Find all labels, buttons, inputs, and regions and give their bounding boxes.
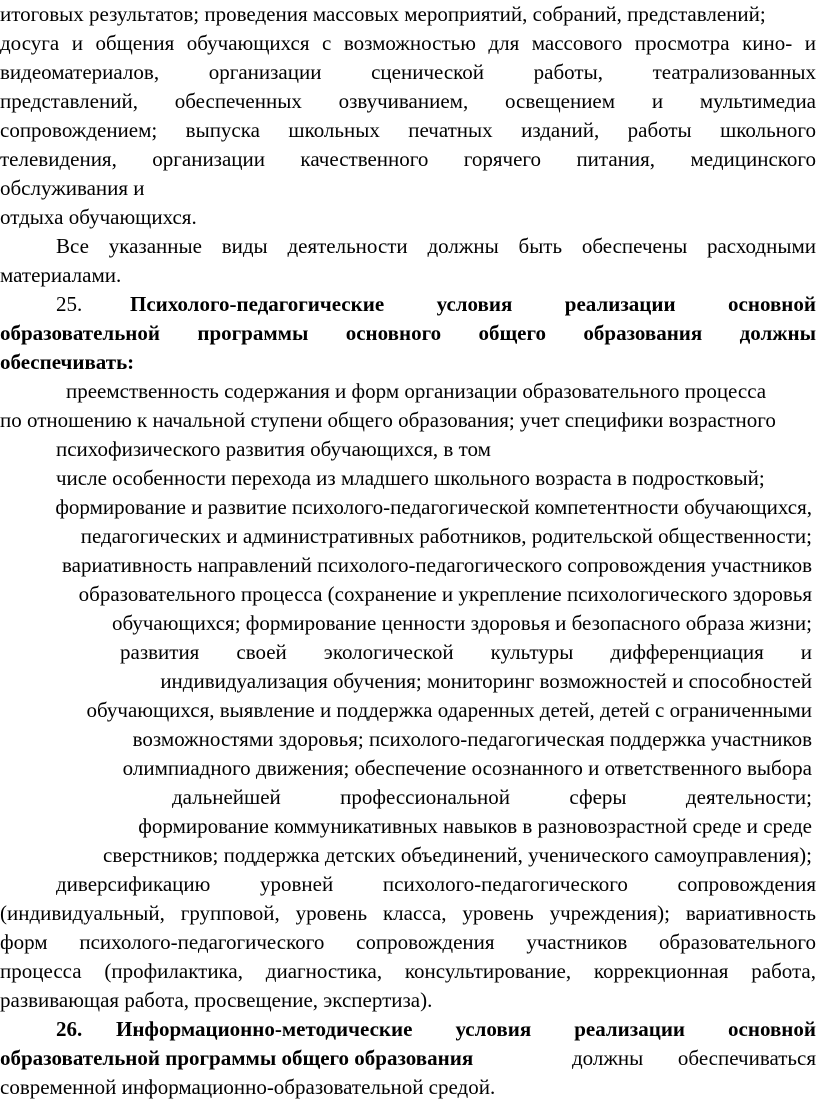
text-line: процесса (профилактика, диагностика, консультирование, коррекционная работа, [0,959,816,983]
text-line: телевидения, организации качественного горячего питания, медицинского [0,147,816,171]
text-line: вариативность направлений психолого-педагогического сопровождения участников [62,553,812,577]
text-line: развития своей экологической культуры дифференциация и [120,640,812,664]
text-line: психофизического развития обучающихся, в том [56,437,491,461]
text-line: видеоматериалов, организации сценической работы, театрализованных [0,60,816,84]
text-line: сверстников; поддержка детских объединений, ученического самоуправления); [103,843,812,867]
text-line: преемственность содержания и форм организации образовательного процесса [66,379,767,403]
text-line: формирование и развитие психолого-педагогической компетентности обучающихся, [55,495,812,519]
section-heading: образовательной программы основного общего образования должны [0,321,816,345]
section-number: 25. [56,292,83,316]
text-line: материалами. [0,263,122,287]
text-line: дальнейшей профессиональной сферы деятельности; [172,785,812,809]
text-line: (индивидуальный, групповой, уровень класса, уровень учреждения); вариативность [0,901,816,925]
text-line: отдыха обучающихся. [0,205,197,229]
text-line: Все указанные виды деятельности должны быть обеспечены расходными [56,234,816,258]
text-line: олимпиадного движения; обеспечение осознанного и ответственного выбора [122,756,812,780]
text-line: числе особенности перехода из младшего школьного возраста в подростковый; [56,466,765,490]
section-heading: образовательной программы общего образования [0,1046,474,1070]
text-line: должны обеспечиваться [572,1046,816,1070]
text-line: представлений, обеспеченных озвучиванием, освещением и мультимедиа [0,89,816,113]
text-line: сопровождением; выпуска школьных печатных изданий, работы школьного [0,118,816,142]
text-line: возможностями здоровья; психолого-педагогическая поддержка участников [132,727,812,751]
text-line: диверсификацию уровней психолого-педагогического сопровождения [56,872,816,896]
text-line: образовательного процесса (сохранение и укрепление психологического здоровья [78,582,812,606]
text-line: обучающихся; формирование ценности здоровья и безопасного образа жизни; [111,611,812,635]
text-line: форм психолого-педагогического сопровождения участников образовательного [0,930,816,954]
text-line: индивидуализация обучения; мониторинг возможностей и способностей [160,669,812,693]
text-line: современной информационно-образовательной средой. [0,1075,496,1099]
section-heading: обеспечивать: [0,350,135,374]
section-heading: Психолого-педагогические условия реализации основной [130,292,816,316]
text-line: итоговых результатов; проведения массовых мероприятий, собраний, представлений; [0,2,766,26]
text-line: педагогических и административных работников, родительской общественности; [80,524,812,548]
text-line: формирование коммуникативных навыков в разновозрастной среде и среде [138,814,812,838]
text-line: досуга и общения обучающихся с возможностью для массового просмотра кино- и [0,31,816,55]
text-line: обучающихся, выявление и поддержка одаренных детей, детей с ограниченными [86,698,812,722]
section-number: 26. [56,1017,83,1041]
text-line: по отношению к начальной ступени общего образования; учет специфики возрастного [0,408,776,432]
text-line: развивающая работа, просвещение, экспертиза). [0,988,433,1012]
section-heading: Информационно-методические условия реализации основной [116,1017,816,1041]
text-line: обслуживания и [0,176,145,200]
